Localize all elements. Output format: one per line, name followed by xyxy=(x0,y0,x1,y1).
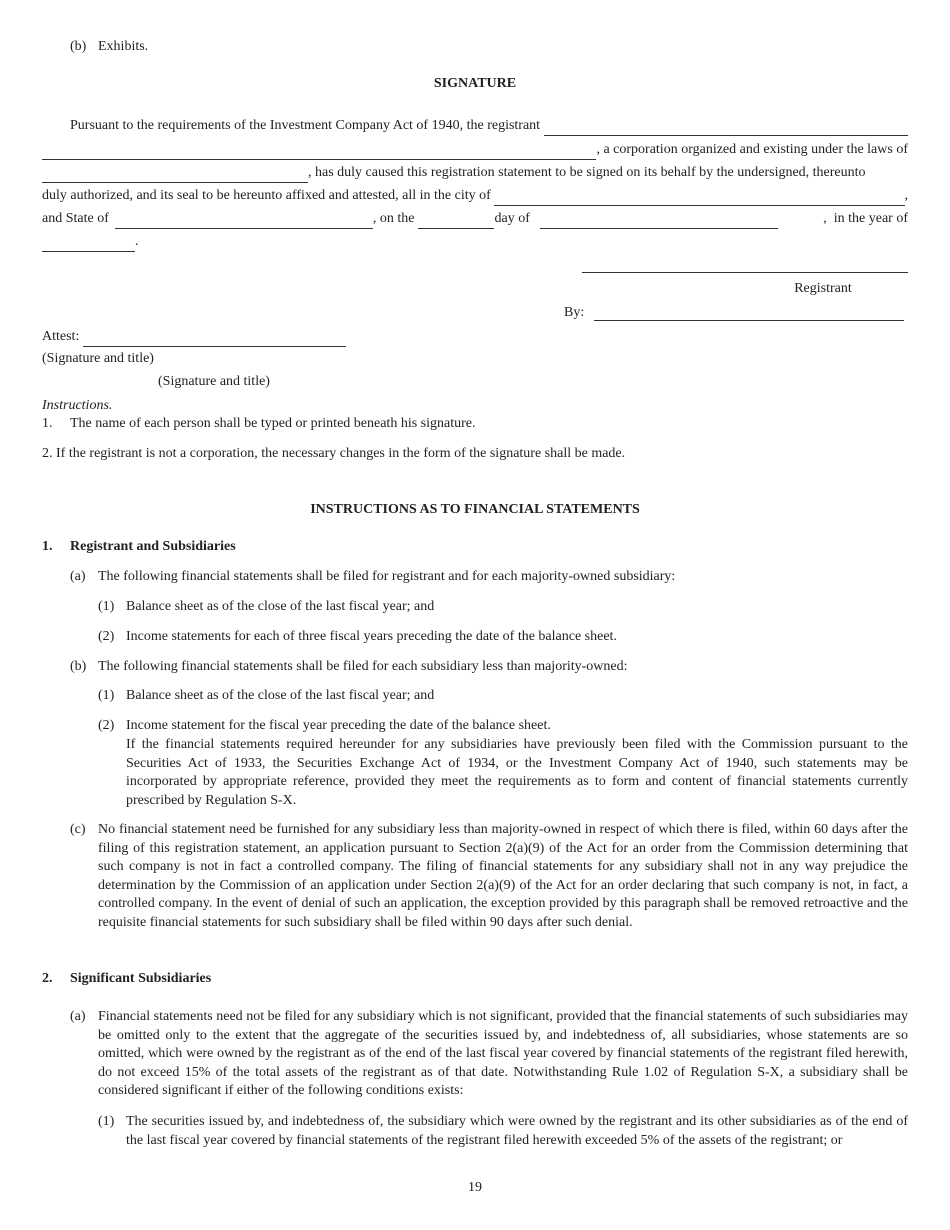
section-2-title: Significant Subsidiaries xyxy=(70,971,212,986)
month-blank[interactable] xyxy=(540,214,778,229)
sig-text-1: Pursuant to the requirements of the Investment Company Act of 1940, the registrant xyxy=(70,118,541,133)
item-1b1-text: Balance sheet as of the close of the last fiscal year; and xyxy=(126,688,435,703)
city-blank[interactable] xyxy=(494,191,905,206)
sig-text-4: duly authorized, and its seal to be hereunto affixed and attested, all in the city of xyxy=(42,188,491,203)
sig-line-5 xyxy=(42,210,908,229)
sig-line-3 xyxy=(42,164,908,183)
item-1c-label: (c) xyxy=(70,822,86,837)
sig-line-6 xyxy=(42,233,139,252)
state-of-incorporation-blank[interactable] xyxy=(42,168,308,183)
item-1b1-label: (1) xyxy=(98,688,115,703)
item-1a-label: (a) xyxy=(70,569,86,584)
section-1-title: Registrant and Subsidiaries xyxy=(70,539,236,554)
sig-line-1 xyxy=(70,117,908,136)
sig-text-5a: and State of xyxy=(42,211,109,226)
registrant-signature-line[interactable] xyxy=(582,258,908,273)
registrant-name-blank[interactable] xyxy=(544,121,908,136)
signature-title-caption: (Signature and title) xyxy=(42,351,154,366)
item-1a-text: The following financial statements shall be filed for registrant and for each majority-owned subsidiary: xyxy=(98,569,676,584)
signature-heading: SIGNATURE xyxy=(433,76,517,91)
by-label: By: xyxy=(564,305,585,320)
item-1b-label: (b) xyxy=(70,659,87,674)
section-2-number: 2. xyxy=(42,971,53,986)
sig-line-4 xyxy=(42,187,908,206)
attest-signature-blank[interactable] xyxy=(83,332,346,347)
state-blank[interactable] xyxy=(115,214,373,229)
signature-title-caption-2: (Signature and title) xyxy=(158,374,270,389)
attest-label: Attest: xyxy=(42,329,80,344)
page-number: 19 xyxy=(468,1180,482,1195)
sig-line-2 xyxy=(42,141,908,160)
item-1c-text: No financial statement need be furnished for any subsidiary less than majority-owned in respect of which there is filed, within 60 days after the filing of this registration statement, an application pursuant to Section 2(a)(9) of the Act for an order from the Commission determining that such company is not in fact a controlled company. The filing of financial statements for any subsidiary shall not in any way prejudice the determination by the Commission of an application under Section 2(a)(9) of the Act for an order declaring that such company is not, in fact, a controlled company. In the event of denial of such an application, the exception provided by this paragraph shall be removed retroactive and the requisite financial statements for such subsidiary shall be filed within 90 days after such denial. xyxy=(98,822,908,930)
sig-text-2: , a corporation organized and existing under the laws of xyxy=(596,142,908,157)
instruction-2: 2. If the registrant is not a corporation, the necessary changes in the form of the signature shall be made. xyxy=(42,446,626,461)
day-blank[interactable] xyxy=(418,214,494,229)
instructions-label: Instructions. xyxy=(42,398,113,413)
item-text: Exhibits. xyxy=(98,39,149,54)
item-2a-text: Financial statements need not be filed for any subsidiary which is not significant, provided that the financial statements of such subsidiaries may be omitted only to the extent that the aggregate of the securities issued by, and indebtedness of, all subsidiaries, whose statements are so omitted, which were owned by the registrant as of the end of the last fiscal year covered by financial statements of the registrant filed herewith, do not exceed 15% of the total assets of the registrant as of that date. Notwithstanding Rule 1.02 of Regulation S-X, a subsidiary shall be considered significant if either of the following conditions exists: xyxy=(98,1009,908,1098)
item-1b2-paragraph: If the financial statements required hereunder for any subsidiaries have previously been filed with the Commission pursuant to the Securities Act of 1933, the Securities Exchange Act of 1934, or the Investment Company Act of 1940, such statements may be incorporated by appropriate reference, provided they meet the requirements as to form and content of financial statements currently prescribed by Regulation S-X. xyxy=(126,737,908,808)
registrant-label: Registrant xyxy=(794,281,852,296)
item-2a-label: (a) xyxy=(70,1009,86,1024)
attest-line xyxy=(42,328,346,347)
item-label: (b) xyxy=(70,39,87,54)
item-1b2-text: Income statement for the fiscal year preceding the date of the balance sheet. xyxy=(126,718,551,733)
instruction-1-text: The name of each person shall be typed or printed beneath his signature. xyxy=(70,416,476,431)
instruction-1-number: 1. xyxy=(42,416,53,431)
financial-heading: INSTRUCTIONS AS TO FINANCIAL STATEMENTS xyxy=(310,502,640,517)
item-2a1-text: The securities issued by, and indebtedness of, the subsidiary which were owned by the registrant and its other subsidiaries as of the end of the last fiscal year covered by financial statements of the registrant filed herewith exceeded 5% of the assets of the registrant; or xyxy=(126,1114,908,1148)
by-signature-line[interactable] xyxy=(594,306,904,321)
item-1b2-label: (2) xyxy=(98,718,115,733)
sig-text-5b: , on the xyxy=(372,211,415,226)
item-1a1-text: Balance sheet as of the close of the last fiscal year; and xyxy=(126,599,435,614)
year-blank[interactable] xyxy=(42,237,135,252)
sig-text-3: , has duly caused this registration statement to be signed on its behalf by the undersigned, thereunto xyxy=(308,165,866,180)
section-1-number: 1. xyxy=(42,539,53,554)
item-1b-text: The following financial statements shall be filed for each subsidiary less than majority-owned: xyxy=(98,659,628,674)
item-1a2-text: Income statements for each of three fiscal years preceding the date of the balance sheet. xyxy=(126,629,617,644)
registrant-name-blank-2[interactable] xyxy=(42,145,596,160)
sig-text-5d: , in the year of xyxy=(823,211,908,226)
sig-text-5c: day of xyxy=(494,211,530,226)
item-2a1-label: (1) xyxy=(98,1114,115,1129)
sig-text-6-end: . xyxy=(135,234,139,249)
sig-text-4-end: , xyxy=(904,188,908,203)
item-1a1-label: (1) xyxy=(98,599,115,614)
item-1a2-label: (2) xyxy=(98,629,115,644)
